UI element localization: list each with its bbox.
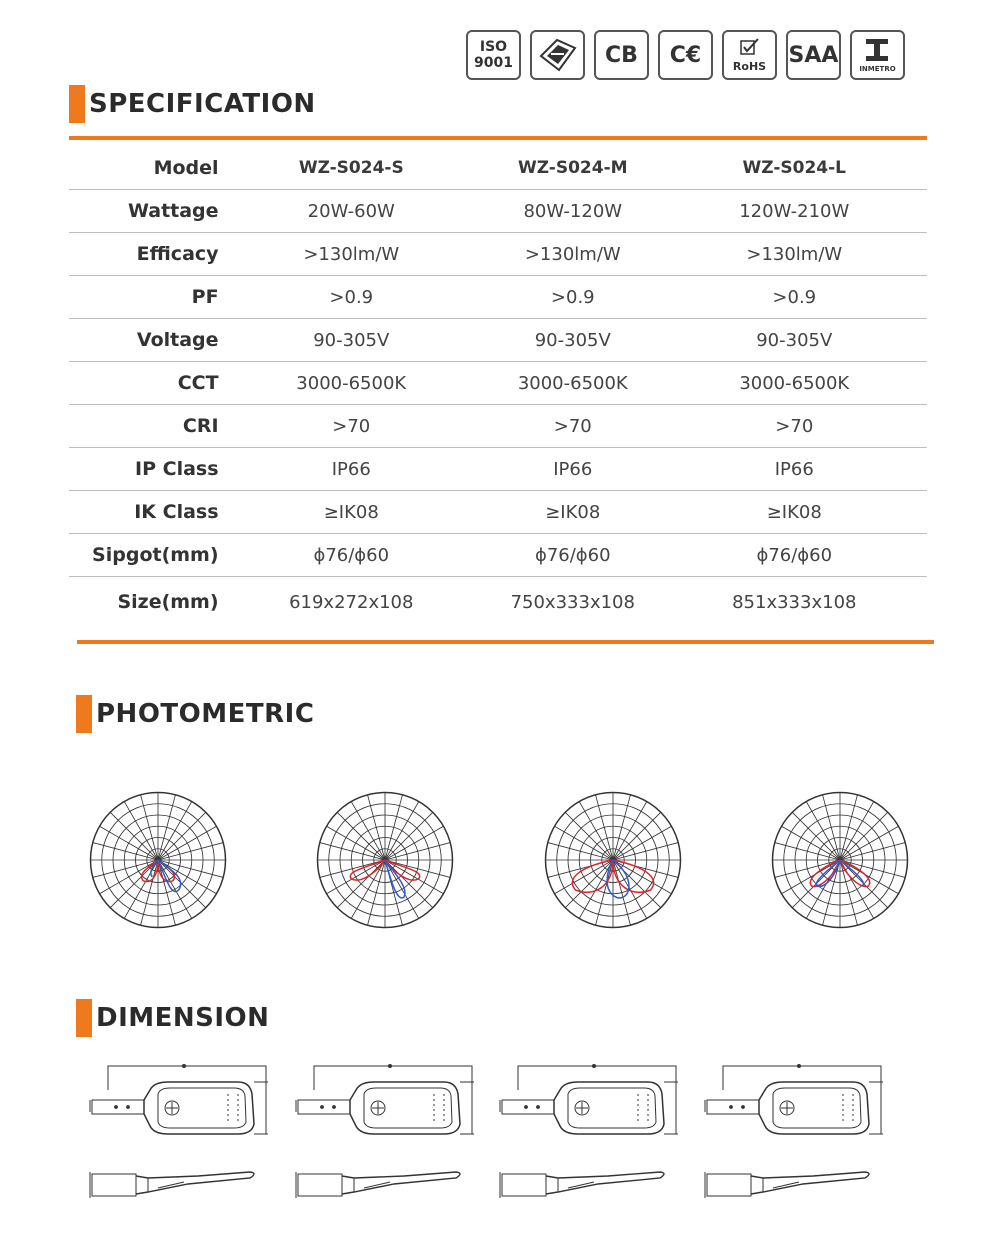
row-label: IK Class bbox=[134, 501, 219, 523]
table-row bbox=[69, 362, 927, 405]
table-cell: ϕ76/ϕ60 bbox=[756, 544, 833, 566]
accent-bar bbox=[76, 695, 92, 733]
accent-bar bbox=[69, 85, 85, 123]
table-cell: >130lm/W bbox=[303, 243, 400, 265]
table-cell: >70 bbox=[332, 415, 371, 437]
table-cell: 3000-6500K bbox=[739, 372, 850, 394]
iso-9001-logo: ISO 9001 bbox=[466, 30, 521, 80]
i-beam-icon bbox=[862, 37, 892, 63]
table-cell: 90-305V bbox=[534, 329, 611, 351]
accent-bar bbox=[76, 999, 92, 1037]
photometric-section-header bbox=[76, 695, 314, 733]
row-label: Wattage bbox=[127, 200, 219, 222]
table-cell: 3000-6500K bbox=[296, 372, 407, 394]
table-cell: 120W-210W bbox=[739, 200, 850, 222]
table-cell: IP66 bbox=[774, 458, 814, 480]
table-cell: 90-305V bbox=[313, 329, 390, 351]
inmetro-logo: INMETRO bbox=[850, 30, 905, 80]
table-row bbox=[69, 405, 927, 448]
dimension-drawing-1 bbox=[88, 1060, 278, 1205]
table-cell: IP66 bbox=[553, 458, 593, 480]
table-header-row bbox=[69, 147, 927, 190]
saa-logo: SAA bbox=[786, 30, 841, 80]
table-row bbox=[69, 491, 927, 534]
rohs-logo: RoHS bbox=[722, 30, 777, 80]
table-cell: ≥IK08 bbox=[766, 501, 822, 523]
certification-logos bbox=[466, 30, 905, 84]
table-cell: 851x333x108 bbox=[732, 591, 857, 613]
table-row bbox=[69, 577, 927, 627]
row-label: PF bbox=[191, 286, 219, 308]
row-label: Model bbox=[153, 157, 219, 179]
polar-diagram-1 bbox=[83, 785, 233, 935]
specification-section-header bbox=[69, 85, 316, 123]
table-cell: 619x272x108 bbox=[289, 591, 414, 613]
section-title: PHOTOMETRIC bbox=[96, 699, 315, 729]
emc-logo bbox=[530, 30, 585, 80]
table-cell: >70 bbox=[775, 415, 814, 437]
table-cell: 750x333x108 bbox=[510, 591, 635, 613]
section-title: DIMENSION bbox=[96, 1003, 270, 1033]
row-label: Efficacy bbox=[136, 243, 219, 265]
table-row bbox=[69, 190, 927, 233]
row-label: IP Class bbox=[135, 458, 219, 480]
table-cell: >0.9 bbox=[550, 286, 595, 308]
model-header-cell: WZ-S024-M bbox=[518, 158, 628, 178]
table-cell: 90-305V bbox=[756, 329, 833, 351]
table-cell: IP66 bbox=[331, 458, 371, 480]
table-cell: ≥IK08 bbox=[545, 501, 601, 523]
cb-logo: CB bbox=[594, 30, 649, 80]
table-cell: >130lm/W bbox=[746, 243, 843, 265]
row-label: CCT bbox=[177, 372, 219, 394]
table-cell: >130lm/W bbox=[524, 243, 621, 265]
row-label: Voltage bbox=[136, 329, 219, 351]
table-cell: 3000-6500K bbox=[517, 372, 628, 394]
polar-diagram-4 bbox=[765, 785, 915, 935]
table-row bbox=[69, 276, 927, 319]
table-cell: >0.9 bbox=[772, 286, 817, 308]
bottom-rule bbox=[77, 640, 934, 644]
table-row bbox=[69, 534, 927, 577]
table-cell: >0.9 bbox=[329, 286, 374, 308]
table-cell: 20W-60W bbox=[307, 200, 395, 222]
table-row bbox=[69, 233, 927, 276]
dimension-drawing-2 bbox=[294, 1060, 484, 1205]
table-row bbox=[69, 448, 927, 491]
polar-diagram-3 bbox=[538, 785, 688, 935]
model-header-cell: WZ-S024-S bbox=[298, 158, 404, 178]
dimension-drawing-3 bbox=[498, 1060, 688, 1205]
table-row bbox=[69, 319, 927, 362]
dimension-section-header bbox=[76, 999, 269, 1037]
section-title: SPECIFICATION bbox=[89, 89, 316, 119]
checkbox-icon bbox=[739, 37, 761, 57]
spec-table bbox=[69, 147, 927, 627]
row-label: Sipgot(mm) bbox=[92, 544, 219, 566]
dimension-drawing-4 bbox=[703, 1060, 893, 1205]
ce-logo: C€ bbox=[658, 30, 713, 80]
table-cell: >70 bbox=[553, 415, 592, 437]
row-label: Size(mm) bbox=[117, 591, 219, 613]
row-label: CRI bbox=[182, 415, 219, 437]
top-rule bbox=[69, 136, 927, 140]
model-header-cell: WZ-S024-L bbox=[742, 158, 846, 178]
polar-diagram-2 bbox=[310, 785, 460, 935]
table-cell: ϕ76/ϕ60 bbox=[534, 544, 611, 566]
table-cell: 80W-120W bbox=[523, 200, 623, 222]
table-cell: ≥IK08 bbox=[323, 501, 379, 523]
table-cell: ϕ76/ϕ60 bbox=[313, 544, 390, 566]
